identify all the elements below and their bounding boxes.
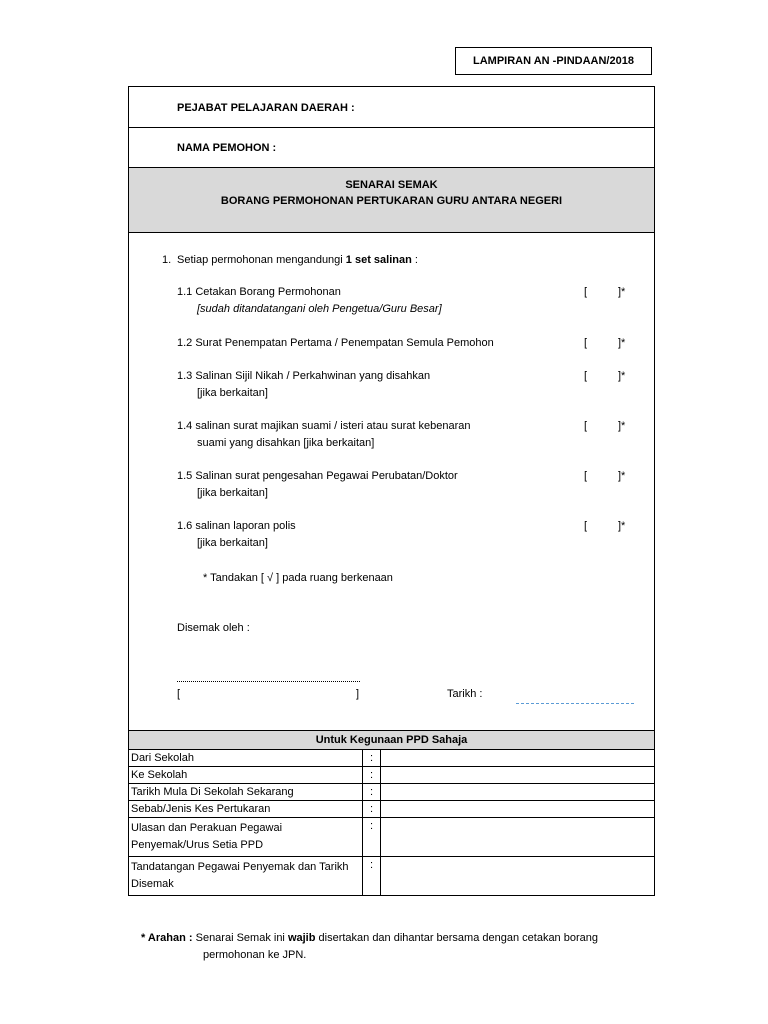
- ppd-row-value-field[interactable]: [381, 767, 655, 784]
- ppd-row: [129, 818, 655, 857]
- ppd-row: [129, 767, 655, 784]
- ppd-row-value-field[interactable]: [381, 801, 655, 818]
- intro-number: 1.: [162, 254, 172, 266]
- checkbox-close-bracket[interactable]: ]*: [618, 520, 626, 532]
- arahan-label: * Arahan :: [141, 932, 193, 944]
- form-title-line1: SENARAI SEMAK: [345, 179, 438, 191]
- ppd-row: [129, 801, 655, 818]
- ppd-heading: Untuk Kegunaan PPD Sahaja: [129, 731, 655, 750]
- disemak-label: Disemak oleh :: [177, 622, 250, 634]
- checkbox-open-bracket[interactable]: [: [584, 337, 588, 349]
- checklist-item-text: 1.4 salinan surat majikan suami / isteri atau surat kebenaran: [177, 420, 471, 432]
- arahan-text3: permohonan ke JPN.: [203, 949, 307, 961]
- checkbox-open-bracket[interactable]: [: [584, 420, 588, 432]
- ppd-row-label: Ke Sekolah: [129, 767, 363, 784]
- checkbox-close-bracket[interactable]: ]*: [618, 420, 626, 432]
- nama-row: [129, 128, 654, 168]
- ppd-row-value-field[interactable]: [381, 857, 655, 896]
- ppd-row-value-field[interactable]: [381, 818, 655, 857]
- ppd-row-label: Dari Sekolah: [129, 750, 363, 767]
- checkbox-close-bracket[interactable]: ]*: [618, 286, 626, 298]
- checkbox-close-bracket[interactable]: ]*: [618, 337, 626, 349]
- signature-open-bracket: [: [177, 688, 181, 700]
- checkbox-close-bracket[interactable]: ]*: [618, 370, 626, 382]
- intro-text: [177, 254, 418, 266]
- intro-text-after: :: [411, 254, 418, 266]
- ppd-row: [129, 750, 655, 767]
- form-title-band: [129, 168, 654, 233]
- ppd-row-value-field[interactable]: [381, 784, 655, 801]
- signature-close-bracket: ]: [356, 688, 360, 700]
- nama-label: NAMA PEMOHON :: [177, 142, 277, 154]
- checklist-item-text: 1.2 Surat Penempatan Pertama / Penempatan Semula Pemohon: [177, 337, 494, 349]
- checklist-item-text: 1.3 Salinan Sijil Nikah / Perkahwinan yang disahkan: [177, 370, 431, 382]
- arahan-note: [141, 930, 598, 964]
- form-title-line2: BORANG PERMOHONAN PERTUKARAN GURU ANTARA NEGERI: [220, 195, 563, 207]
- tandakan-note: * Tandakan [ √ ] pada ruang berkenaan: [203, 572, 393, 584]
- tarikh-field[interactable]: [516, 703, 634, 704]
- ppd-row-colon: :: [363, 784, 381, 801]
- ppd-row-colon: :: [363, 750, 381, 767]
- checklist-item-note: [jika berkaitan]: [197, 487, 268, 499]
- ppd-row-colon: :: [363, 857, 381, 896]
- ppd-row-label: Tandatangan Pegawai Penyemak dan Tarikh Disemak: [129, 857, 363, 896]
- ppd-row-value-field[interactable]: [381, 750, 655, 767]
- checklist-item-note: [jika berkaitan]: [197, 387, 268, 399]
- pejabat-row: [129, 87, 654, 128]
- ppd-row-label: Tarikh Mula Di Sekolah Sekarang: [129, 784, 363, 801]
- arahan-text1: Senarai Semak ini: [195, 932, 288, 944]
- checkbox-close-bracket[interactable]: ]*: [618, 470, 626, 482]
- checklist-item-text: 1.5 Salinan surat pengesahan Pegawai Perubatan/Doktor: [177, 470, 458, 482]
- ppd-table: [128, 730, 655, 896]
- ppd-row: [129, 784, 655, 801]
- ppd-row-colon: :: [363, 801, 381, 818]
- arahan-wajib: wajib: [287, 932, 316, 944]
- checklist-item-text: 1.1 Cetakan Borang Permohonan: [177, 286, 341, 298]
- intro-text-bold: 1 set salinan: [345, 254, 412, 266]
- ppd-row-label: Sebab/Jenis Kes Pertukaran: [129, 801, 363, 818]
- tarikh-label: Tarikh :: [447, 688, 483, 700]
- signature-line[interactable]: [177, 681, 360, 682]
- checklist-item-note: suami yang disahkan [jika berkaitan]: [197, 437, 375, 449]
- checkbox-open-bracket[interactable]: [: [584, 370, 588, 382]
- checkbox-open-bracket[interactable]: [: [584, 520, 588, 532]
- intro-text-before: Setiap permohonan mengandungi: [177, 254, 346, 266]
- ppd-row-label: Ulasan dan Perakuan Pegawai Penyemak/Urus Setia PPD: [129, 818, 363, 857]
- checklist-item-note: [sudah ditandatangani oleh Pengetua/Guru Besar]: [197, 303, 442, 315]
- ppd-row-colon: :: [363, 818, 381, 857]
- pejabat-label: PEJABAT PELAJARAN DAERAH :: [177, 102, 355, 114]
- arahan-text2: disertakan dan dihantar bersama dengan cetakan borang: [315, 932, 598, 944]
- lampiran-label: LAMPIRAN AN -PINDAAN/2018: [455, 47, 652, 75]
- checklist-form: [128, 86, 655, 731]
- checkbox-open-bracket[interactable]: [: [584, 286, 588, 298]
- ppd-row-colon: :: [363, 767, 381, 784]
- checklist-item-note: [jika berkaitan]: [197, 537, 268, 549]
- checklist-item-text: 1.6 salinan laporan polis: [177, 520, 296, 532]
- ppd-row: [129, 857, 655, 896]
- checkbox-open-bracket[interactable]: [: [584, 470, 588, 482]
